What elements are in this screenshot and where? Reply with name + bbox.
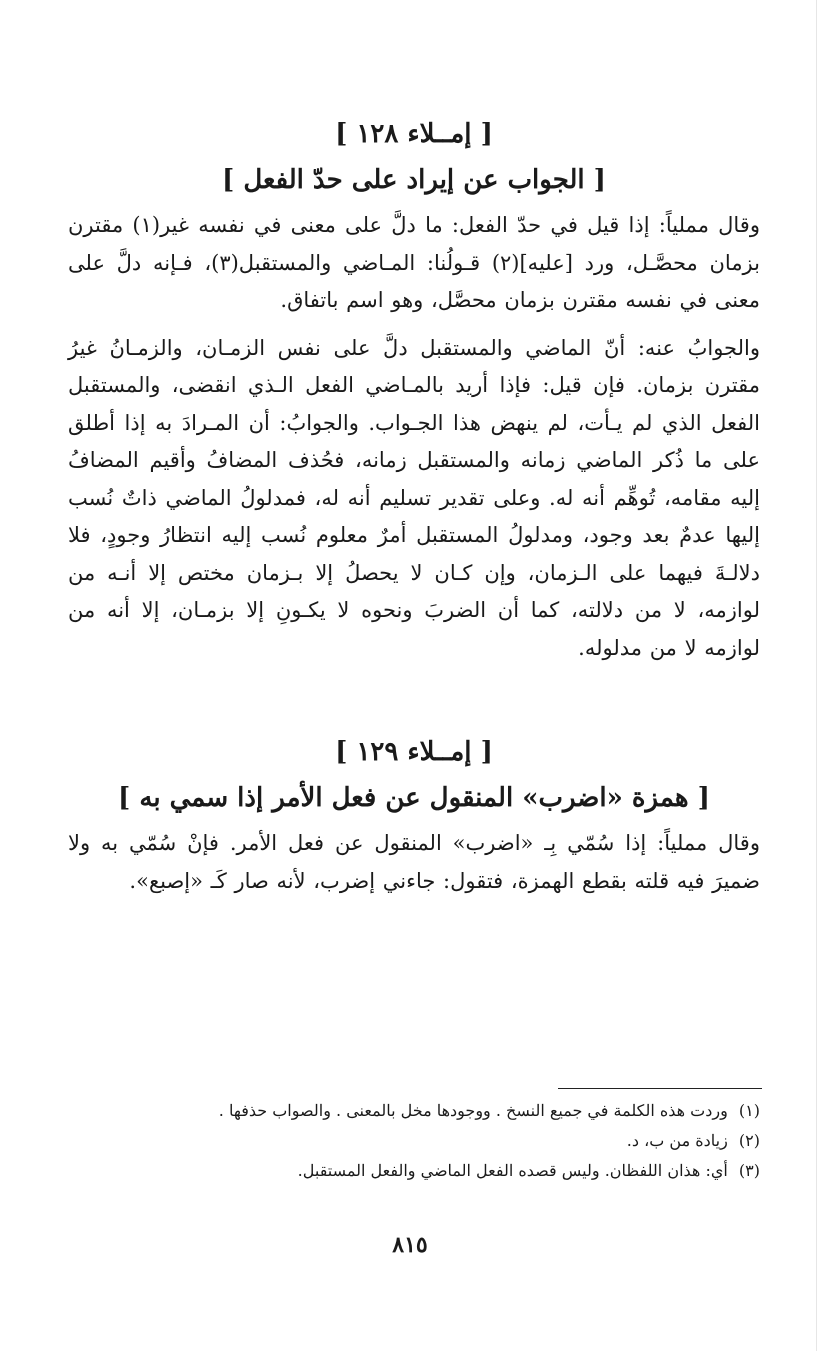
footnote-1-number: (١): [738, 1101, 760, 1120]
section-128: [68, 111, 760, 667]
section-129: [68, 729, 760, 900]
footnote-2: [68, 1126, 760, 1156]
section-128-paragraph-2: والجوابُ عنه: أنّ الماضي والمستقبل دلَّ على نفس الزمـان، والزمـانُ غيرُ مقترن بزمان. فإن قيل: فإذا أريد بالمـاضي الفعل الـذي انقضى، والمستقبل الفعل الذي لم يـأت، لم ينهض هذا الجـواب. والجوابُ: أن المـرادَ به إذا أطلق على ما ذُكر الماضي زمانه والمستقبل زمانه، فحُذف المضافُ وأقيم المضافُ إليه مقامه، تُوهِّم أنه له. وعلى تقدير تسليم أنه له، فمدلولُ الماضي ذاتٌ نُسب إليها عدمٌ بعد وجود، ومدلولُ المستقبل أمرٌ معلوم نُسب إليه انتظارُ وجودٍ، فلا دلالـةَ فيهما على الـزمان، وإن كـان لا يحصلُ إلا بـزمان مختص إلا أنـه من لوازمه، لا من دلالته، كما أن الضربَ ونحوه لا يكـونِ إلا بزمـان، إلا أنه من لوازمه لا من مدلوله.: [68, 335, 760, 660]
page-body: [68, 95, 760, 900]
footnote-2-text: زيادة من ب، د.: [626, 1131, 728, 1150]
section-128-subtitle: [ الجواب عن إيراد على حدّ الفعل ]: [222, 165, 606, 195]
section-129-headings: [68, 729, 760, 821]
footnote-2-number: (٢): [738, 1131, 760, 1150]
footnote-3-number: (٣): [738, 1161, 760, 1180]
section-128-headings: [68, 111, 760, 203]
section-129-paragraph-1: وقال مملياً: إذا سُمّي بِـ «اضرب» المنقول عن فعل الأمر. فإنْ سُمّي به ولا ضميرَ فيه قلته بقطع الهمزة، فتقول: جاءني إضرب، لأنه صار كَـ «إصبع».: [68, 831, 760, 893]
footnote-1: [68, 1096, 760, 1126]
footnote-3: [68, 1156, 760, 1186]
section-128-paragraph-1: وقال مملياً: إذا قيل في حدّ الفعل: ما دلَّ على معنى في نفسه غير(١) مقترن بزمان محصَّـل، ورد [عليه](٢) قـولُنا: المـاضي والمستقبل(٣)، فـإنه دلَّ على معنى في نفسه مقترن بزمان محصَّل، وهو اسم باتفاق.: [68, 213, 760, 312]
page-number: ٨١٥: [392, 1232, 428, 1258]
section-128-title: [ إمــلاء ١٢٨ ]: [335, 119, 493, 149]
footnote-divider: [558, 1088, 762, 1089]
footnote-1-text: وردت هذه الكلمة في جميع النسخ . ووجودها مخل بالمعنى . والصواب حذفها .: [218, 1101, 728, 1120]
section-129-title: [ إمــلاء ١٢٩ ]: [335, 737, 493, 767]
footnotes: [68, 1096, 760, 1186]
footnote-3-text: أي: هذان اللفظان. وليس قصده الفعل الماضي والفعل المستقبل.: [297, 1161, 728, 1180]
page-edge-line: [816, 0, 817, 1351]
section-129-subtitle: [ همزة «اضرب» المنقول عن فعل الأمر إذا سمي به ]: [118, 783, 710, 813]
